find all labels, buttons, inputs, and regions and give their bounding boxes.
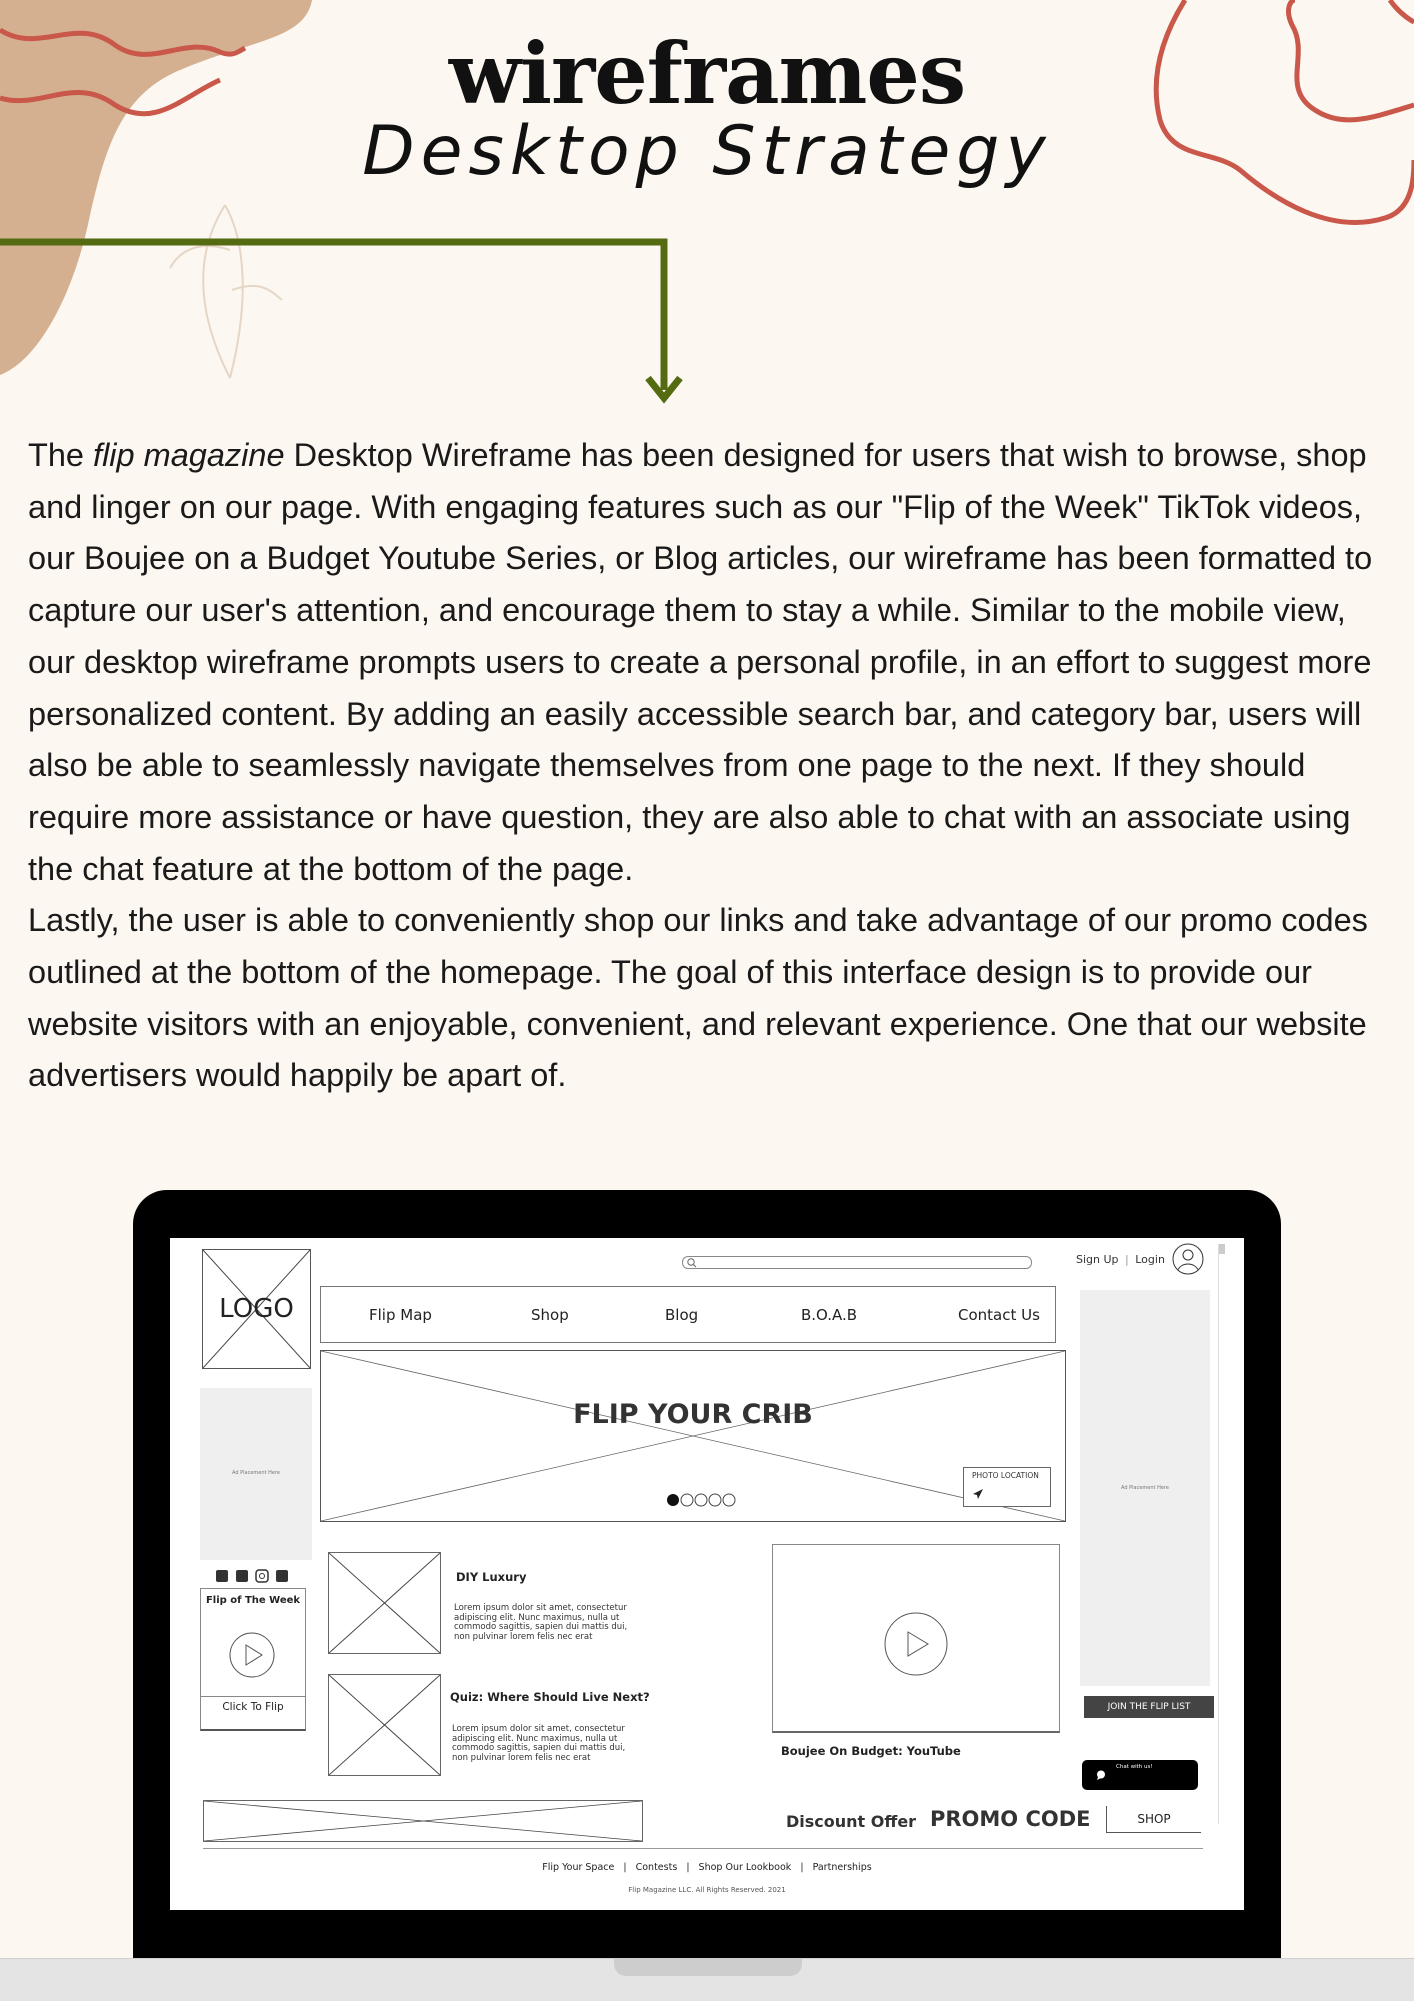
- video-caption: Boujee On Budget: YouTube: [781, 1744, 961, 1758]
- description-paragraph-2: Lastly, the user is able to conveniently shop our links and take advantage of our promo codes outlined at the bottom of the homepage. The goal of this interface design is to provide our website visitors with an enjoyable, convenient, and relevant experience. One that our website advertisers would happily be apart of.: [28, 902, 1368, 1094]
- instagram-icon: [256, 1570, 268, 1582]
- click-to-flip-button[interactable]: Click To Flip: [222, 1701, 284, 1713]
- login-link[interactable]: Login: [1135, 1253, 1165, 1266]
- youtube-video-placeholder[interactable]: [772, 1544, 1060, 1733]
- intro-prefix: The: [28, 437, 94, 473]
- footer-sep: |: [686, 1862, 690, 1873]
- chat-button[interactable]: [1082, 1760, 1198, 1790]
- hero-title: FLIP YOUR CRIB: [573, 1399, 813, 1430]
- article-image-2[interactable]: [328, 1674, 441, 1776]
- social-icons: [216, 1568, 306, 1582]
- play-icon[interactable]: [228, 1631, 276, 1679]
- placeholder-cross-icon: [329, 1553, 440, 1653]
- logo-text: LOGO: [219, 1294, 294, 1324]
- promo-code[interactable]: PROMO CODE: [930, 1807, 1091, 1831]
- hero-banner[interactable]: [320, 1350, 1066, 1522]
- scrollbar-thumb[interactable]: [1219, 1244, 1225, 1254]
- flip-of-week-title: Flip of The Week: [205, 1595, 301, 1606]
- nav-flip-map[interactable]: Flip Map: [369, 1306, 432, 1324]
- footer-divider: [203, 1848, 1203, 1849]
- footer-link-lookbook[interactable]: Shop Our Lookbook: [698, 1862, 792, 1873]
- laptop-notch: [614, 1958, 802, 1976]
- article-body-1: Lorem ipsum dolor sit amet, consectetur adipiscing elit. Nunc maximus, nulla ut commodo sagittis, sapien dui mattis dui, non pulvinar lorem felis nec erat: [454, 1603, 628, 1642]
- auth-links: [1076, 1253, 1165, 1266]
- chat-label: Chat with us!: [1116, 1764, 1153, 1770]
- shop-button[interactable]: SHOP: [1106, 1806, 1201, 1833]
- right-ad-placeholder[interactable]: [1080, 1290, 1210, 1686]
- nav-shop[interactable]: Shop: [531, 1306, 569, 1324]
- article-body-2: Lorem ipsum dolor sit amet, consectetur adipiscing elit. Nunc maximus, nulla ut commodo sagittis, sapien dui mattis dui, non pulvinar lorem felis nec erat: [452, 1724, 626, 1763]
- scrollbar[interactable]: [1218, 1244, 1226, 1824]
- auth-separator: |: [1125, 1253, 1129, 1266]
- signup-link[interactable]: Sign Up: [1076, 1253, 1119, 1266]
- twitter-icon: [236, 1570, 248, 1582]
- footer-sep: |: [800, 1862, 804, 1873]
- footer-links: [170, 1862, 1244, 1873]
- article-title-1[interactable]: DIY Luxury: [456, 1570, 527, 1584]
- nav-blog[interactable]: Blog: [665, 1306, 699, 1324]
- discount-offer: Discount Offer: [786, 1812, 917, 1831]
- description: [28, 430, 1398, 1102]
- placeholder-cross-icon: [204, 1801, 642, 1841]
- leaf-sketch: [170, 205, 282, 378]
- chat-bubble-icon: [1096, 1770, 1106, 1780]
- google-plus-icon: [276, 1570, 288, 1582]
- search-input[interactable]: [682, 1256, 1032, 1269]
- carousel-dots[interactable]: [665, 1491, 745, 1509]
- nav-boab[interactable]: B.O.A.B: [801, 1306, 858, 1324]
- footer-sep: |: [623, 1862, 627, 1873]
- left-ad-placeholder[interactable]: [200, 1388, 312, 1560]
- footer-link-flip-your-space[interactable]: Flip Your Space: [542, 1862, 615, 1873]
- page-subtitle: Desktop Strategy: [362, 112, 1052, 191]
- intro-rest: Desktop Wireframe has been designed for users that wish to browse, shop and linger on our page. With engaging features such as our "Flip of the Week" TikTok videos, our Boujee on a Budget Youtube Series, or Blog articles, our wireframe has been formatted to capture our user's attention, and encourage them to stay a while. Similar to the mobile view, our desktop wireframe prompts users to create a personal profile, in an effort to suggest more personalized content. By adding an easily accessible search bar, and category bar, users will also be able to seamlessly navigate themselves from one page to the next. If they should require more assistance or have question, they are also able to chat with an associate using the chat feature at the bottom of the page.: [28, 437, 1373, 887]
- page-title: wireframes: [448, 24, 966, 123]
- footer-link-partnerships[interactable]: Partnerships: [812, 1862, 872, 1873]
- bottom-banner-placeholder[interactable]: [203, 1800, 643, 1842]
- play-icon[interactable]: [883, 1611, 949, 1677]
- description-paragraph-1: [28, 430, 1398, 895]
- article-image-1[interactable]: [328, 1552, 441, 1654]
- intro-italic: flip magazine: [93, 437, 285, 473]
- search-icon: [686, 1257, 698, 1268]
- right-ad-label: Ad Placement Here: [1121, 1485, 1169, 1491]
- photo-location-label: PHOTO LOCATION: [972, 1471, 1039, 1480]
- join-flip-list-button[interactable]: JOIN THE FLIP LIST: [1084, 1696, 1214, 1718]
- profile-icon[interactable]: [1172, 1243, 1204, 1275]
- facebook-icon: [216, 1570, 228, 1582]
- flip-of-week-card[interactable]: [200, 1588, 306, 1731]
- category-nav: [320, 1286, 1056, 1343]
- placeholder-cross-icon: [329, 1675, 440, 1775]
- photo-location-box[interactable]: [963, 1467, 1051, 1507]
- logo-placeholder[interactable]: [202, 1249, 311, 1369]
- footer-link-contests[interactable]: Contests: [635, 1862, 678, 1873]
- laptop-screen: [170, 1238, 1244, 1910]
- copyright: Flip Magazine LLC. All Rights Reserved. 2021: [628, 1886, 786, 1894]
- left-ad-label: Ad Placement Here: [232, 1470, 280, 1476]
- nav-contact-us[interactable]: Contact Us: [958, 1306, 1040, 1324]
- article-title-2[interactable]: Quiz: Where Should Live Next?: [450, 1690, 650, 1704]
- location-arrow-icon: [972, 1488, 984, 1500]
- arrow-line: [0, 242, 664, 390]
